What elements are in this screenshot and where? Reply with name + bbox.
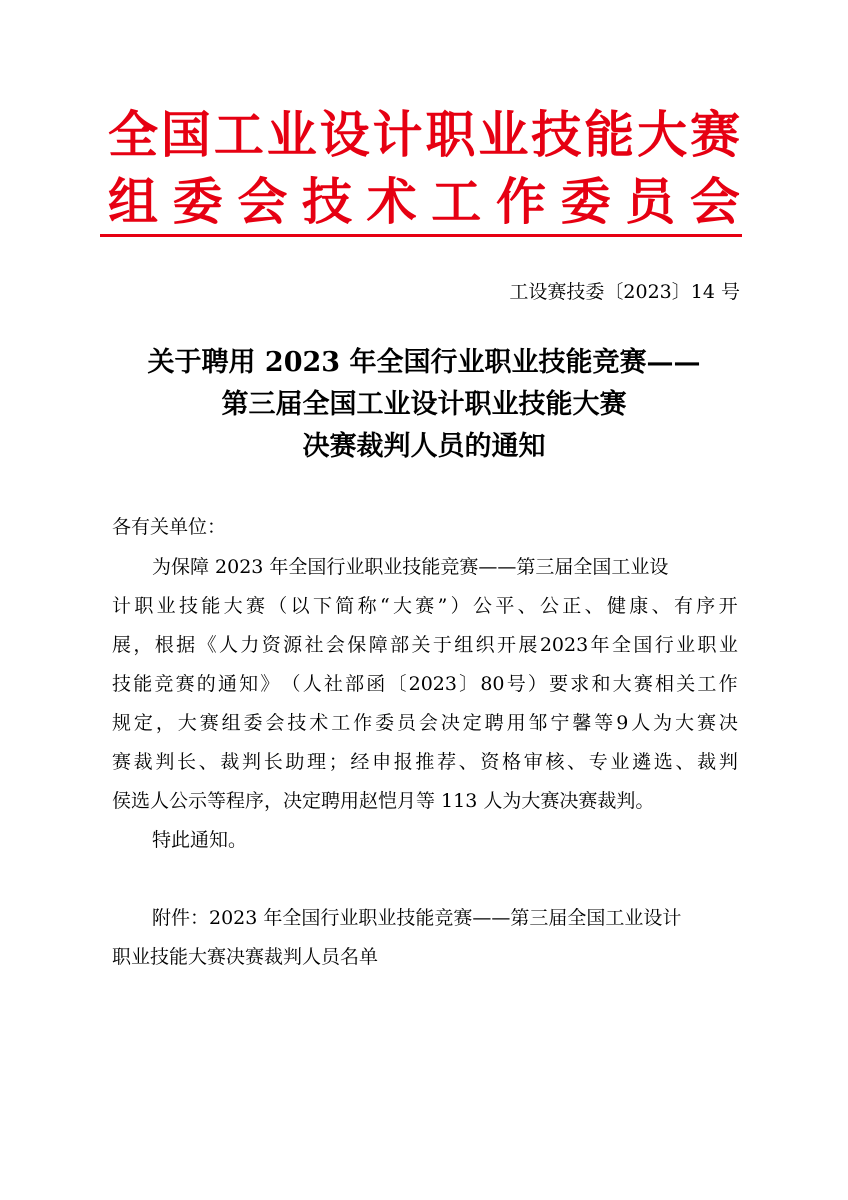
issuer-name-line-1: 全 国 工 业 设 计 职 业 技 能 大 赛 bbox=[108, 106, 740, 164]
issuer-name-line-2: 组 委 会 技 术 工 作 委 员 会 bbox=[108, 173, 740, 231]
salutation: 各有关单位： bbox=[112, 516, 227, 538]
body-line-7: 侯选人公示等程序，决定聘用赵恺月等 113 人为大赛决赛裁判。 bbox=[112, 790, 655, 812]
title-line-2: 第三届全国工业设计职业技能大赛 bbox=[221, 389, 627, 420]
body-line-2: 计 职 业 技 能 大 赛 （ 以 下 简 称 “ 大 赛 ” ） 公 平 、 公 正 、 健 康 、 有 序 开 bbox=[112, 595, 738, 617]
body-line-3: 展 ， 根 据 《 人 力 资 源 社 会 保 障 部 关 于 组 织 开 展 2023 年 全 国 行 业 职 业 bbox=[112, 634, 738, 656]
document-number: 工设赛技委〔2023〕14 号 bbox=[509, 281, 740, 303]
attachment-line-1: 附件：2023 年全国行业职业技能竞赛——第三届全国工业设计 bbox=[152, 907, 682, 929]
attachment-line-2: 职业技能大赛决赛裁判人员名单 bbox=[112, 946, 379, 968]
body-line-6: 赛 裁 判 长 、 裁 判 长 助 理 ； 经 申 报 推 荐 、 资 格 审 核 、 专 业 遴 选 、 裁 判 bbox=[112, 751, 738, 773]
body-line-5: 规 定 ， 大 赛 组 委 会 技 术 工 作 委 员 会 决 定 聘 用 邹 宁 馨 等 9 人 为 大 赛 决 bbox=[112, 712, 738, 734]
body-line-1: 为保障 2023 年全国行业职业技能竞赛——第三届全国工业设 bbox=[152, 556, 669, 578]
body-line-4: 技 能 竞 赛 的 通 知 》 （ 人 社 部 函 〔 2023 〕 80 号 ） 要 求 和 大 赛 相 关 工 作 bbox=[112, 673, 738, 695]
notice-title bbox=[100, 342, 748, 468]
title-line-1: 关于聘用 2023 年全国行业职业技能竞赛—— bbox=[147, 347, 701, 378]
header-red-rule bbox=[100, 234, 742, 237]
title-line-3: 决赛裁判人员的通知 bbox=[302, 431, 546, 462]
closing-line: 特此通知。 bbox=[152, 829, 248, 851]
